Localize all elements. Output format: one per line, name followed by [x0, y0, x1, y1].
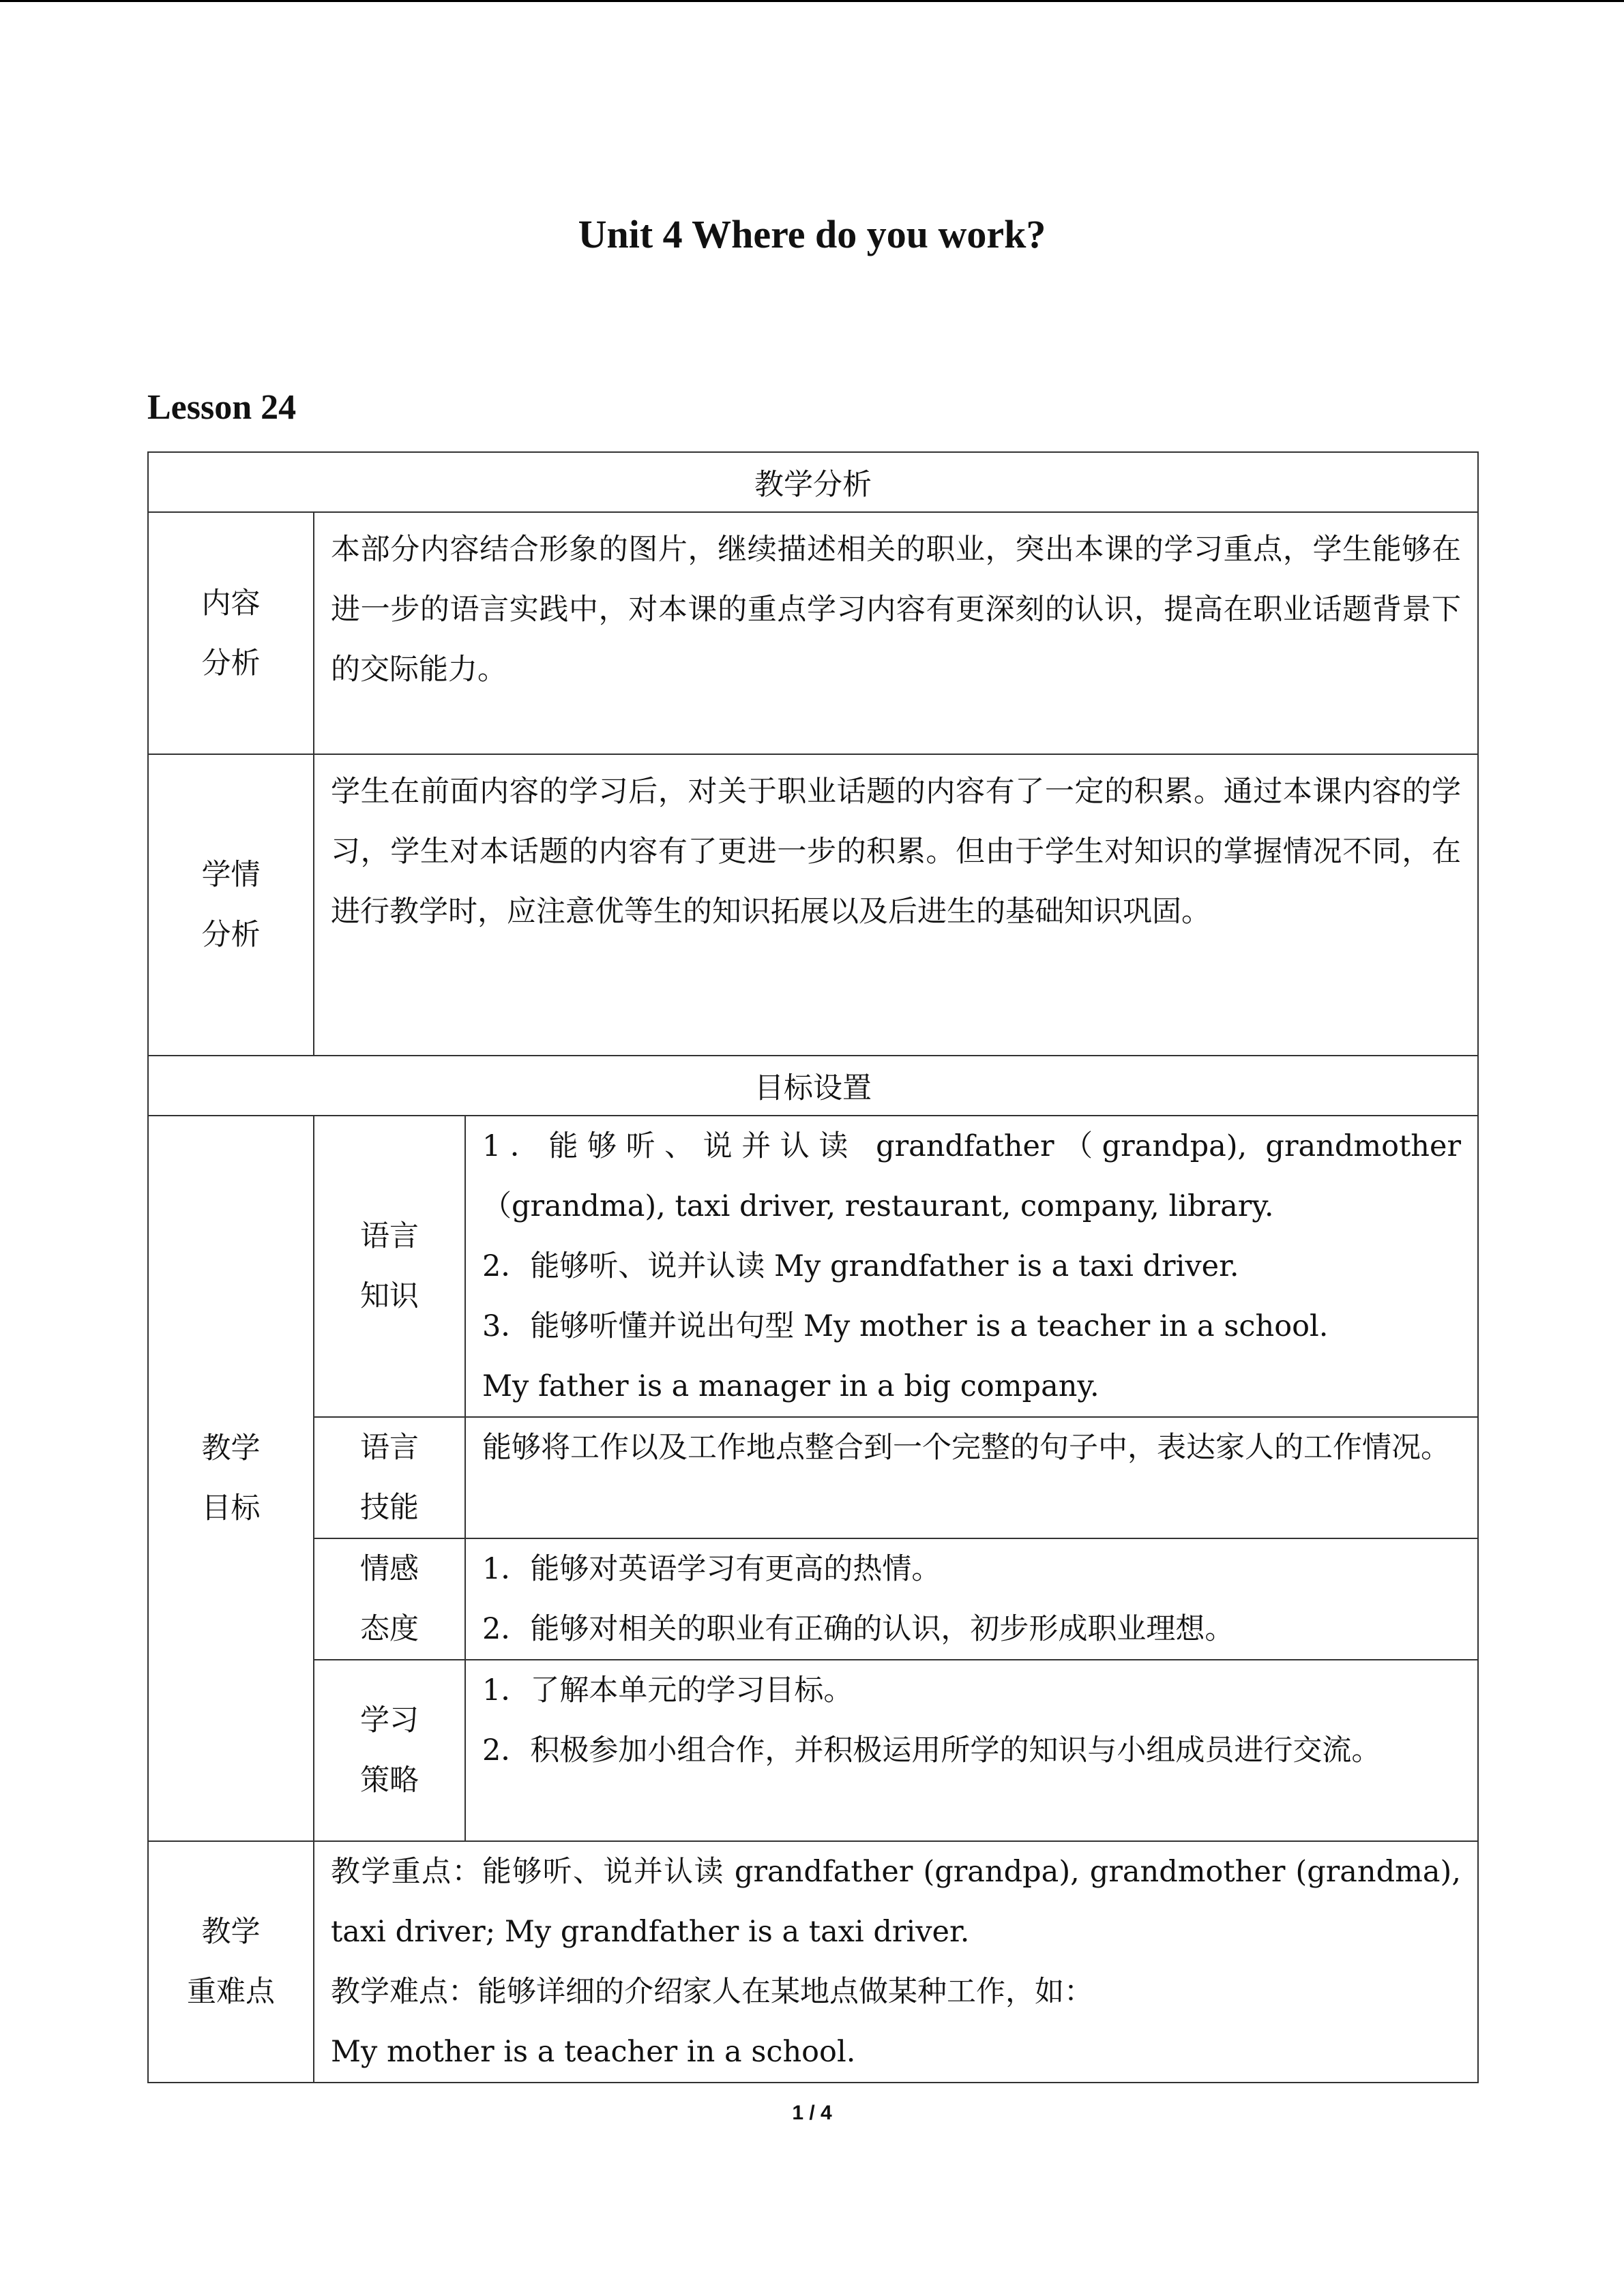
strategy-text: 1．了解本单元的学习目标。 2．积极参加小组合作，并积极运用所学的知识与小组成员进行交流。: [465, 1660, 1478, 1841]
goals-header: 目标设置: [148, 1056, 1478, 1116]
student-analysis-text: 学生在前面内容的学习后，对关于职业话题的内容有了一定的积累。通过本课内容的学习，学生对本话题的内容有了更进一步的积累。但由于学生对知识的掌握情况不同，在进行教学时，应注意优等生的知识拓展以及后进生的基础知识巩固。: [314, 754, 1478, 1056]
lesson-plan-table: [147, 451, 1479, 2083]
student-analysis-row: [148, 754, 1478, 1056]
language-knowledge-text: 1．能够听、说并认读 grandfather（grandpa), grandmother（grandma), taxi driver, restaurant, company, library. 2．能够听、说并认读 My grandfather is a taxi driver. 3．能够听懂并说出句型 My mother is a teacher in a school. My father is a manager in a big company.: [465, 1116, 1478, 1417]
lesson-heading: Lesson 24: [147, 388, 297, 427]
language-skill-text: 能够将工作以及工作地点整合到一个完整的句子中，表达家人的工作情况。: [465, 1417, 1478, 1538]
strategy-row: [148, 1660, 1478, 1841]
content-analysis-text: 本部分内容结合形象的图片，继续描述相关的职业，突出本课的学习重点，学生能够在进一步的语言实践中，对本课的重点学习内容有更深刻的认识，提高在职业话题背景下的交际能力。: [314, 512, 1478, 754]
analysis-header-row: [148, 452, 1478, 512]
goals-header-row: [148, 1056, 1478, 1116]
language-skill-label: 语言 技能: [314, 1417, 465, 1538]
key-points-row: [148, 1841, 1478, 2083]
analysis-header: 教学分析: [148, 452, 1478, 512]
student-analysis-label: 学情 分析: [148, 754, 314, 1056]
page-top-border: [0, 0, 1624, 2]
attitude-label: 情感 态度: [314, 1538, 465, 1660]
content-analysis-row: [148, 512, 1478, 754]
skill-row: [148, 1417, 1478, 1538]
content-analysis-label: 内容 分析: [148, 512, 314, 754]
page-title: Unit 4 Where do you work?: [578, 212, 1046, 256]
attitude-row: [148, 1538, 1478, 1660]
strategy-label: 学习 策略: [314, 1660, 465, 1841]
key-points-label: 教学 重难点: [148, 1841, 314, 2083]
attitude-text: 1．能够对英语学习有更高的热情。 2．能够对相关的职业有正确的认识，初步形成职业理想。: [465, 1538, 1478, 1660]
knowledge-row: [148, 1116, 1478, 1417]
key-points-text: 教学重点：能够听、说并认读 grandfather (grandpa), grandmother (grandma), taxi driver; My grandfather is a taxi driver. 教学难点：能够详细的介绍家人在某地点做某种工作，如： My mother is a teacher in a school.: [314, 1841, 1478, 2083]
language-knowledge-label: 语言 知识: [314, 1116, 465, 1417]
page-number: 1 / 4: [792, 2102, 832, 2124]
teaching-goals-label: 教学 目标: [148, 1116, 314, 1841]
